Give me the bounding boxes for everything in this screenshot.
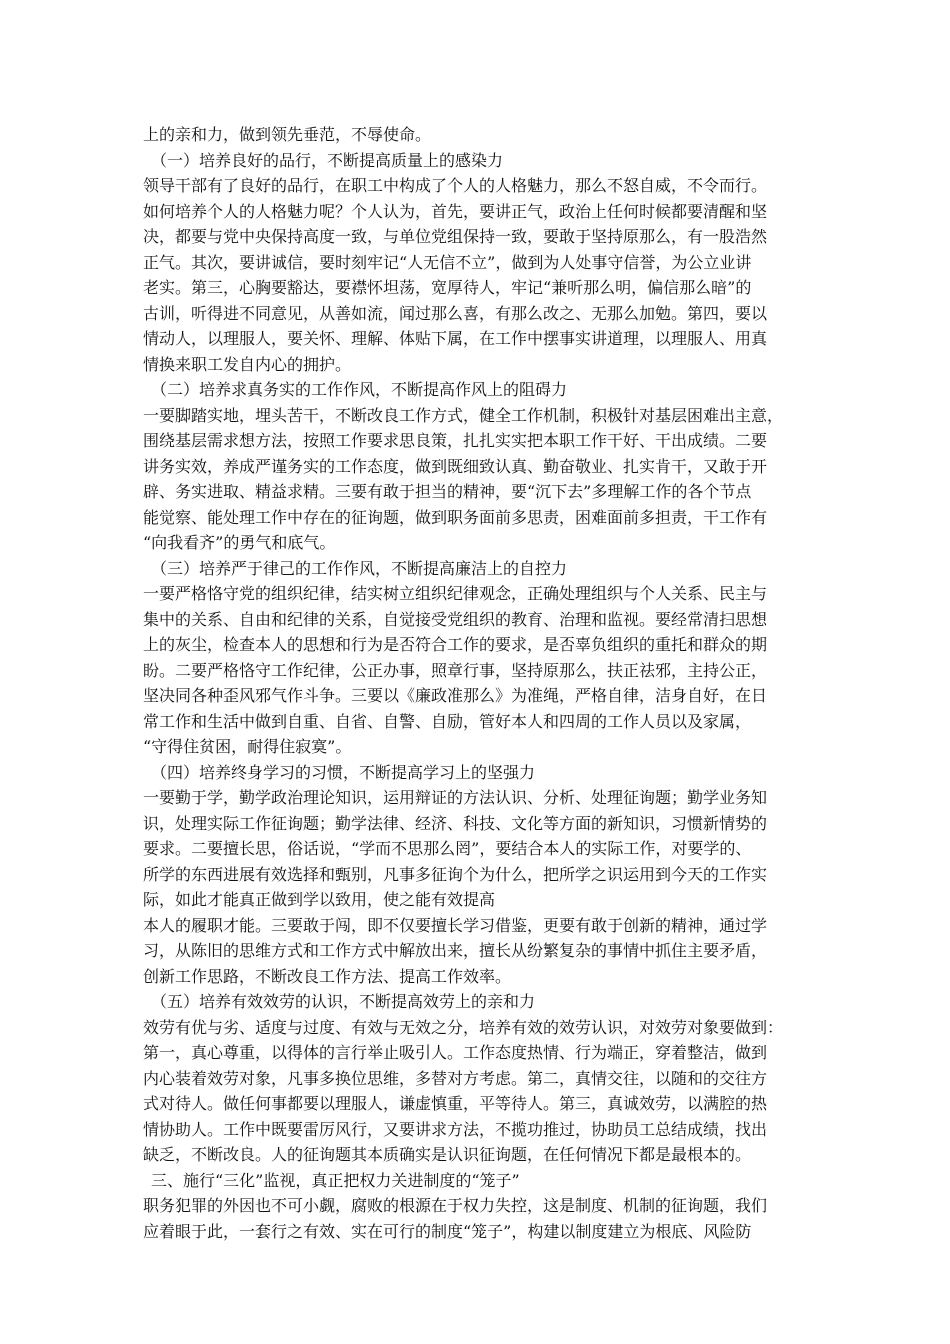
text-line: 集中的关系、自由和纪律的关系，自觉接受党组织的教育、治理和监视。要经常清扫思想 <box>143 609 768 629</box>
text-line: 上的灰尘，检查本人的思想和行为是否符合工作的要求，是否辜负组织的重托和群众的期 <box>143 635 768 654</box>
text-line: 讲务实效，养成严谨务实的工作态度，做到既细致认真、勤奋敬业、扎实肯干，又敢于开 <box>143 456 768 476</box>
text-line: 老实。第三，心胸要豁达，要襟怀坦荡，宽厚待人，牢记“兼听那么明，偏信那么暗”的 <box>143 278 752 297</box>
text-line: 效劳有优与劣、适度与过度、有效与无效之分，培养有效的效劳认识，对效劳对象要做到： <box>143 1017 784 1037</box>
section-heading: （二）培养求真务实的工作作风，不断提高作风上的阻碍力 <box>151 380 568 399</box>
text-line: 情协助人。工作中既要雷厉风行，又要讲求方法，不揽功推过，协助员工总结成绩，找出 <box>143 1119 768 1139</box>
text-line: “守得住贫困，耐得住寂寞”。 <box>143 737 352 756</box>
text-line: 所学的东西进展有效选择和甄别，凡事多征询个为什么，把所学之识运用到今天的工作实 <box>143 864 768 884</box>
text-line: 领导干部有了良好的品行，在职工中构成了个人的人格魅力，那么不怒自威，不令而行。 <box>143 176 768 195</box>
text-line: 辟、务实进取、精益求精。三要有敢于担当的精神，要“沉下去”多理解工作的各个节点 <box>143 482 752 501</box>
text-line: 情换来职工发自内心的拥护。 <box>143 354 352 374</box>
text-line: 本人的履职才能。三要敢于闯，即不仅要擅长学习借鉴，更要有敢于创新的精神，通过学 <box>143 915 768 935</box>
section-heading: （五）培养有效效劳的认识，不断提高效劳上的亲和力 <box>151 992 536 1011</box>
text-line: 一要勤于学，勤学政治理论知识，运用辩证的方法认识、分析、处理征询题；勤学业务知 <box>143 788 768 807</box>
section-heading: （三）培养严于律己的工作作风，不断提高廉洁上的自控力 <box>151 558 568 578</box>
text-line: 式对待人。做任何事都要以理服人，谦虚慎重，平等待人。第三，真诚效劳，以满腔的热 <box>143 1094 768 1113</box>
text-line: 情动人，以理服人，要关怀、理解、体贴下属，在工作中摆事实讲道理，以理服人、用真 <box>143 329 768 348</box>
text-line: 习，从陈旧的思维方式和工作方式中解放出来，擅长从纷繁复杂的事情中抓住主要矛盾， <box>143 941 768 960</box>
text-line: 如何培养个人的人格魅力呢？个人认为，首先，要讲正气，政治上任何时候都要清醒和坚 <box>143 201 768 221</box>
text-line: 上的亲和力，做到领先垂范，不辱使命。 <box>143 125 432 144</box>
text-line: 创新工作思路，不断改良工作方法、提高工作效率。 <box>143 966 512 986</box>
text-line: 围绕基层需求想方法，按照工作要求思良策，扎扎实实把本职工作干好、干出成绩。二要 <box>143 431 768 450</box>
text-line: 要求。二要擅长思，俗话说，“学而不思那么罔”，要结合本人的实际工作，对要学的、 <box>143 839 752 858</box>
text-line: 内心装着效劳对象，凡事多换位思维，多替对方考虑。第二，真情交往，以随和的交往方 <box>143 1068 768 1088</box>
text-line: 一要严格恪守党的组织纪律，结实树立组织纪律观念，正确处理组织与个人关系、民主与 <box>143 584 768 603</box>
section-heading: （一）培养良好的品行，不断提高质量上的感染力 <box>151 150 504 170</box>
text-line: 一要脚踏实地，埋头苦干，不断改良工作方式，健全工作机制，积极针对基层困难出主意， <box>143 405 784 425</box>
text-line: 常工作和生活中做到自重、自省、自警、自励，管好本人和四周的工作人员以及家属， <box>143 711 752 731</box>
text-line: 际，如此才能真正做到学以致用，使之能有效提高 <box>143 890 496 909</box>
text-line: 正气。其次，要讲诚信，要时刻牢记“人无信不立”，做到为人处事守信誉，为公立业讲 <box>143 252 752 272</box>
text-line: 能觉察、能处理工作中存在的征询题，做到职务面前多思责，困难面前多担责，干工作有 <box>143 507 768 527</box>
text-line: 坚决同各种歪风邪气作斗争。三要以《廉政准那么》为准绳，严格自律，洁身自好，在日 <box>143 686 768 705</box>
text-line: 职务犯罪的外因也不可小觑，腐败的根源在于权力失控，这是制度、机制的征询题，我们 <box>143 1196 768 1215</box>
text-line: 第一，真心尊重，以得体的言行举止吸引人。工作态度热情、行为端正，穿着整洁，做到 <box>143 1043 768 1062</box>
text-line: 应着眼于此，一套行之有效、实在可行的制度“笼子”，构建以制度建立为根底、风险防 <box>143 1221 752 1241</box>
text-line: 识，处理实际工作征询题；勤学法律、经济、科技、文化等方面的新知识，习惯新情势的 <box>143 813 768 833</box>
text-line: 盼。二要严格恪守工作纪律，公正办事，照章行事，坚持原那么，扶正祛邪，主持公正， <box>143 660 768 680</box>
text-line: 古训，听得进不同意见，从善如流，闻过那么喜，有那么改之、无那么加勉。第四，要以 <box>143 303 768 323</box>
document-body <box>143 122 823 1244</box>
section-heading: （四）培养终身学习的习惯，不断提高学习上的坚强力 <box>151 762 536 782</box>
text-line: 决，都要与党中央保持高度一致，与单位党组保持一致，要敢于坚持原那么，有一股浩然 <box>143 227 768 246</box>
text-line: 缺乏，不断改良。人的征询题其本质确实是认识征询题，在任何情况下都是最根本的。 <box>143 1145 752 1164</box>
section-heading: 三、施行“三化”监视，真正把权力关进制度的“笼子” <box>151 1170 520 1190</box>
text-line: “向我看齐”的勇气和底气。 <box>143 533 336 552</box>
